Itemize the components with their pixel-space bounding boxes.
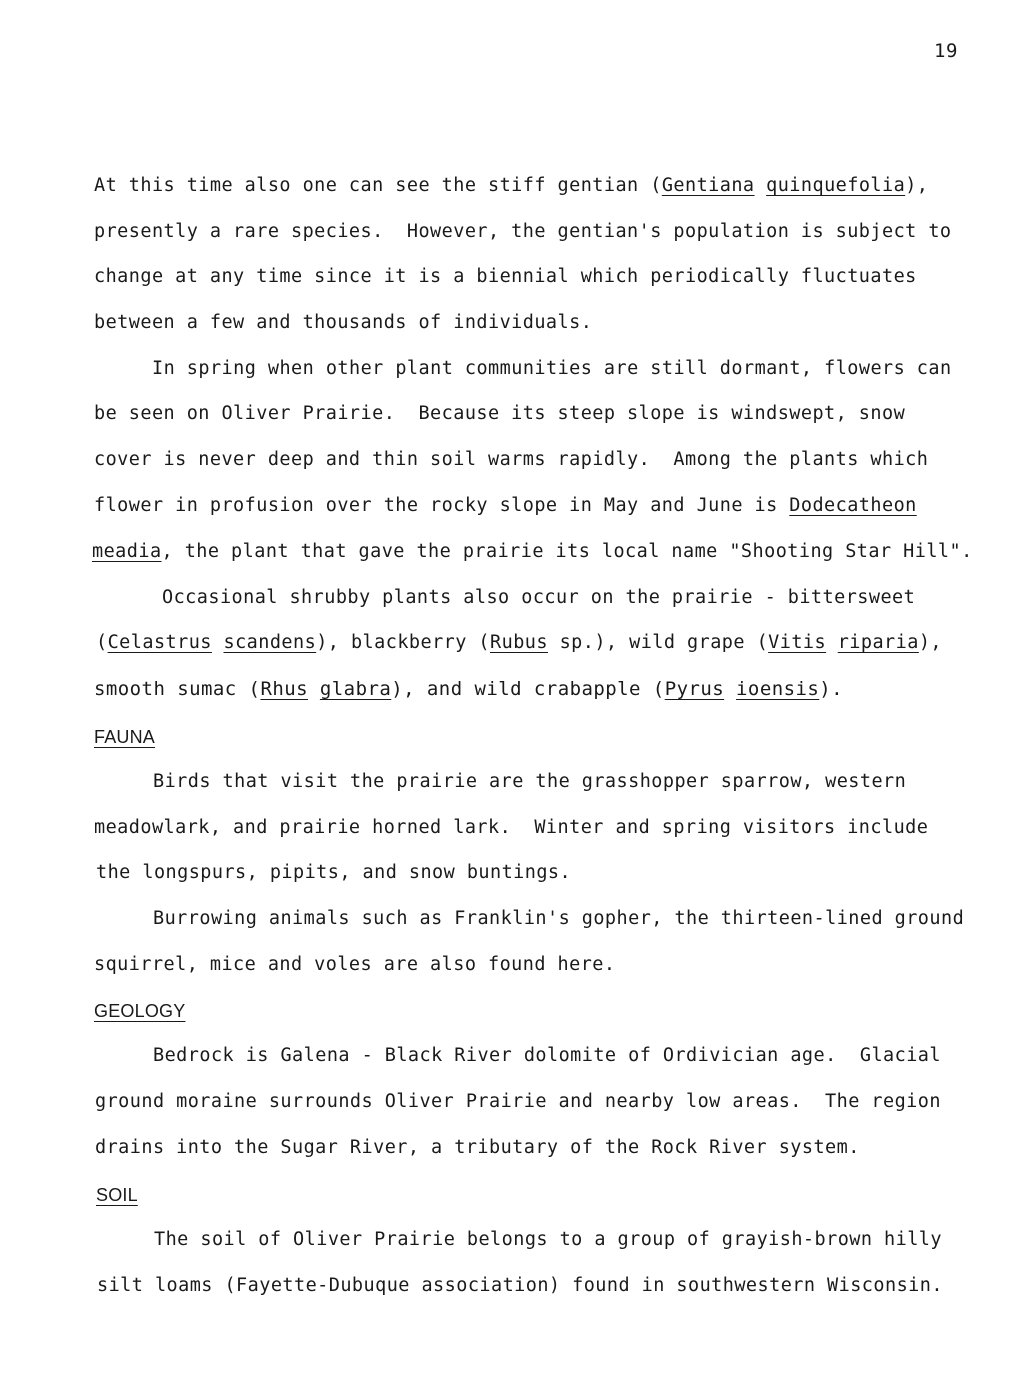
fauna-para1-line-2: meadowlark, and prairie horned lark. Winter and spring visitors include [94,817,929,838]
para3-line-2-text-b [212,632,224,653]
species-name-pyrus: Pyrus [664,678,725,700]
species-name-celastrus: Celastrus [107,632,212,653]
para3-line-2-text-d: sp.), wild grape ( [547,632,769,653]
para3-line-3 [94,680,843,699]
para3-line-3-text-b [308,678,320,700]
species-name-rhus: Rhus [260,678,309,700]
species-name-vitis: Vitis [768,632,827,653]
para1-line-1-text-b [755,175,767,196]
para2-line-4 [94,497,917,516]
para1-line-1 [94,177,928,196]
para3-line-3-text-d [724,678,736,700]
para2-line-3: cover is never deep and thin soil warms rapidly. Among the plants which [94,449,929,470]
section-heading-geology: GEOLOGY [94,1001,186,1021]
para3-line-3-text-a: smooth sumac ( [94,678,261,700]
para2-line-4-text: flower in profusion over the rocky slope in May and June is [94,495,790,516]
fauna-para1-line-3: the longspurs, pipits, and snow buntings. [96,862,572,883]
para3-line-1: Occasional shrubby plants also occur on the prairie - bittersweet [162,587,916,608]
fauna-para2-line-2: squirrel, mice and voles are also found here. [94,954,616,975]
species-name-ioensis: ioensis [736,678,820,700]
species-name-rubus: Rubus [490,632,548,653]
para3-line-2-text-c: ), blackberry ( [316,632,491,653]
page-number: 19 [934,40,958,62]
para2-line-5 [92,543,973,562]
para1-line-2: presently a rare species. However, the gentian's population is subject to [94,221,952,242]
species-name-gentiana: Gentiana [661,175,755,196]
para3-line-2-text-f: ), [918,632,943,653]
section-heading-soil: SOIL [96,1185,138,1205]
para3-line-2-text-a: ( [96,632,108,653]
section-heading-fauna: FAUNA [94,727,156,747]
para3-line-2-text-e [826,632,838,653]
species-name-meadia: meadia [92,541,162,562]
para1-line-3: change at any time since it is a biennial which periodically fluctuates [94,266,917,287]
soil-line-2: silt loams (Fayette-Dubuque association) found in southwestern Wisconsin. [97,1275,943,1296]
species-name-quinquefolia: quinquefolia [766,175,906,196]
geology-line-1: Bedrock is Galena - Black River dolomite of Ordivician age. Glacial [153,1045,941,1066]
species-name-glabra: glabra [319,678,392,700]
geology-line-3: drains into the Sugar River, a tributary of the Rock River system. [95,1137,860,1158]
para3-line-3-text-e: ). [819,678,844,700]
para1-line-1-text-a: At this time also one can see the stiff gentian ( [94,175,662,196]
para3-line-3-text-c: ), and wild crabapple ( [391,678,665,700]
species-name-dodecatheon: Dodecatheon [789,495,917,516]
para2-line-2: be seen on Oliver Prairie. Because its steep slope is windswept, snow [94,403,906,424]
fauna-para2-line-1: Burrowing animals such as Franklin's gopher, the thirteen-lined ground [153,908,965,929]
para3-line-2 [96,634,942,653]
para1-line-1-text-c: ), [905,175,929,196]
fauna-para1-line-1: Birds that visit the prairie are the grasshopper sparrow, western [153,771,907,792]
para1-line-4: between a few and thousands of individuals. [94,312,593,333]
soil-line-1: The soil of Oliver Prairie belongs to a group of grayish-brown hilly [154,1229,942,1250]
para2-line-1: In spring when other plant communities are still dormant, flowers can [152,358,952,379]
geology-line-2: ground moraine surrounds Oliver Prairie and nearby low areas. The region [95,1091,941,1112]
para2-line-5-text: , the plant that gave the prairie its local name "Shooting Star Hill". [161,541,973,562]
species-name-riparia: riparia [837,632,919,653]
species-name-scandens: scandens [223,632,317,653]
